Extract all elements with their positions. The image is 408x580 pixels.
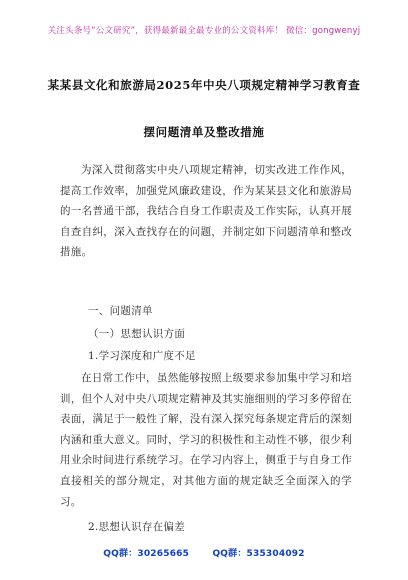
document-title-line-1: 某某县文化和旅游局2025年中央八项规定精神学习教育查 [47,78,361,92]
intro-paragraph: 为深入贯彻落实中央八项规定精神，切实改进工作作风，提高工作效率，加强党风廉政建设，作为某某县文化和旅游局的一名普通干部，我结合自身工作职责及工作实际，认真开展自查自纠，深入查找存在的问题，并制定如下问题清单和整改措施。 [60,164,352,259]
footer-qq-group-2: QQ群：535304092 [212,549,305,559]
document-title-line-2: 摆问题清单及整改措施 [143,125,265,139]
item-heading-cognition-bias: 2.思想认识存在偏差 [88,521,186,533]
header-banner: 关注头条号“公文研究”，获得最新最全最专业的公文资料库！ 微信：gongwenyj [47,26,361,36]
item-heading-study-depth: 1.学习深度和广度不足 [88,350,196,362]
footer-qq-group-1: QQ群：30265665 [103,549,190,559]
subsection-heading-ideology: （一）思想认识方面 [88,328,186,340]
footer-contact [0,546,408,559]
item-paragraph-study-depth: 在日常工作中，虽然能够按照上级要求参加集中学习和培训，但个人对中央八项规定精神及其实施细则的学习多停留在表面，满足于一般性了解，没有深入探究每条规定背后的深刻内涵和重大意义。同时，学习的积极性和主动性不够，很少利用业余时间进行系统学习。在学习内容上，侧重于与自身工作直接相关的部分规定，对其他方面的规定缺乏全面深入的学习。 [60,372,352,508]
section-heading-problem-list: 一、问题清单 [88,305,153,317]
